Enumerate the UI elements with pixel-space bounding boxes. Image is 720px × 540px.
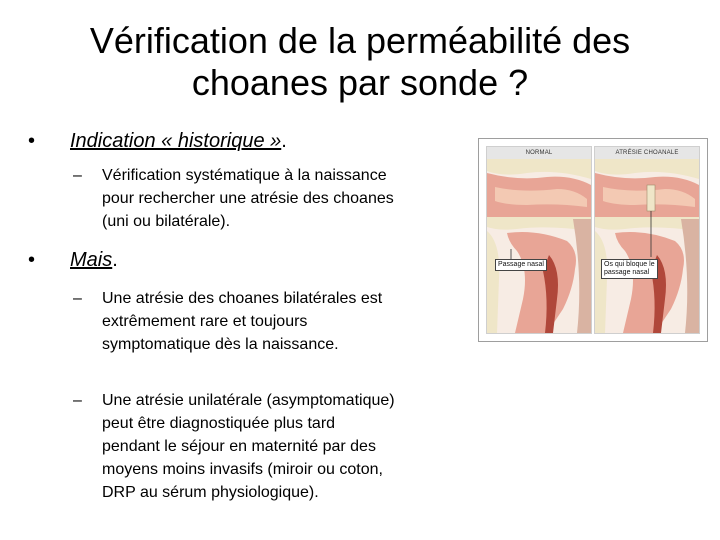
sub-bullet-line: pour rechercher une atrésie des choanes: [102, 190, 394, 207]
panel-atresia: [594, 146, 700, 334]
bullet-indication-label: Indication « historique »: [70, 130, 282, 152]
bullet-mais-suffix: .: [112, 249, 118, 271]
sub-bullet-line: pendant le séjour en maternité par des: [102, 438, 376, 455]
panel-atresia-header: ATRÉSIE CHOANALE: [595, 147, 699, 159]
sub-bullet-line: Une atrésie unilatérale (asymptomatique): [102, 392, 395, 409]
sub-bullet-line: Une atrésie des choanes bilatérales est: [102, 290, 383, 307]
sub-bullet-dash: –: [73, 392, 82, 409]
title-line-1: Vérification de la perméabilité des: [89, 20, 631, 61]
bullet-mais: [28, 247, 458, 273]
bullet-indication: [28, 128, 458, 154]
sub-bullet-line: (uni ou bilatérale).: [102, 213, 231, 230]
normal-sagittal-illustration: [487, 159, 591, 333]
atresia-sagittal-illustration: [595, 159, 699, 333]
sub-bullet-line: extrêmement rare et toujours: [102, 313, 308, 330]
sub-bullet-line: symptomatique dès la naissance.: [102, 336, 339, 353]
title-line-2: choanes par sonde ?: [191, 62, 529, 103]
choanae-anatomy-figure: [478, 138, 708, 342]
sub-bullet-line: moyens moins invasifs (miroir ou coton,: [102, 461, 383, 478]
label-line: passage nasal: [604, 269, 650, 276]
label-os-qui-bloque: [601, 259, 658, 279]
bullet-list: [28, 128, 458, 504]
sub-bullet-verification: [28, 164, 458, 233]
bullet-marker: •: [28, 249, 36, 271]
bullet-marker: •: [28, 130, 36, 152]
panel-normal-header: NORMAL: [487, 147, 591, 159]
sub-bullet-line: Vérification systématique à la naissance: [102, 167, 387, 184]
label-line: Os qui bloque le: [604, 261, 655, 268]
sub-bullet-dash: –: [73, 290, 82, 307]
sub-bullet-line: peut être diagnostiquée plus tard: [102, 415, 336, 432]
sub-bullet-unilateral: [28, 389, 458, 504]
panel-normal: [486, 146, 592, 334]
slide-title: [40, 20, 680, 104]
bullet-mais-label: Mais: [70, 249, 113, 271]
sub-bullet-bilateral: [28, 287, 458, 356]
bullet-indication-suffix: .: [281, 130, 287, 152]
sub-bullet-dash: –: [73, 167, 82, 184]
label-passage-nasal: Passage nasal: [495, 259, 547, 271]
sub-bullet-line: DRP au sérum physiologique).: [102, 484, 319, 501]
